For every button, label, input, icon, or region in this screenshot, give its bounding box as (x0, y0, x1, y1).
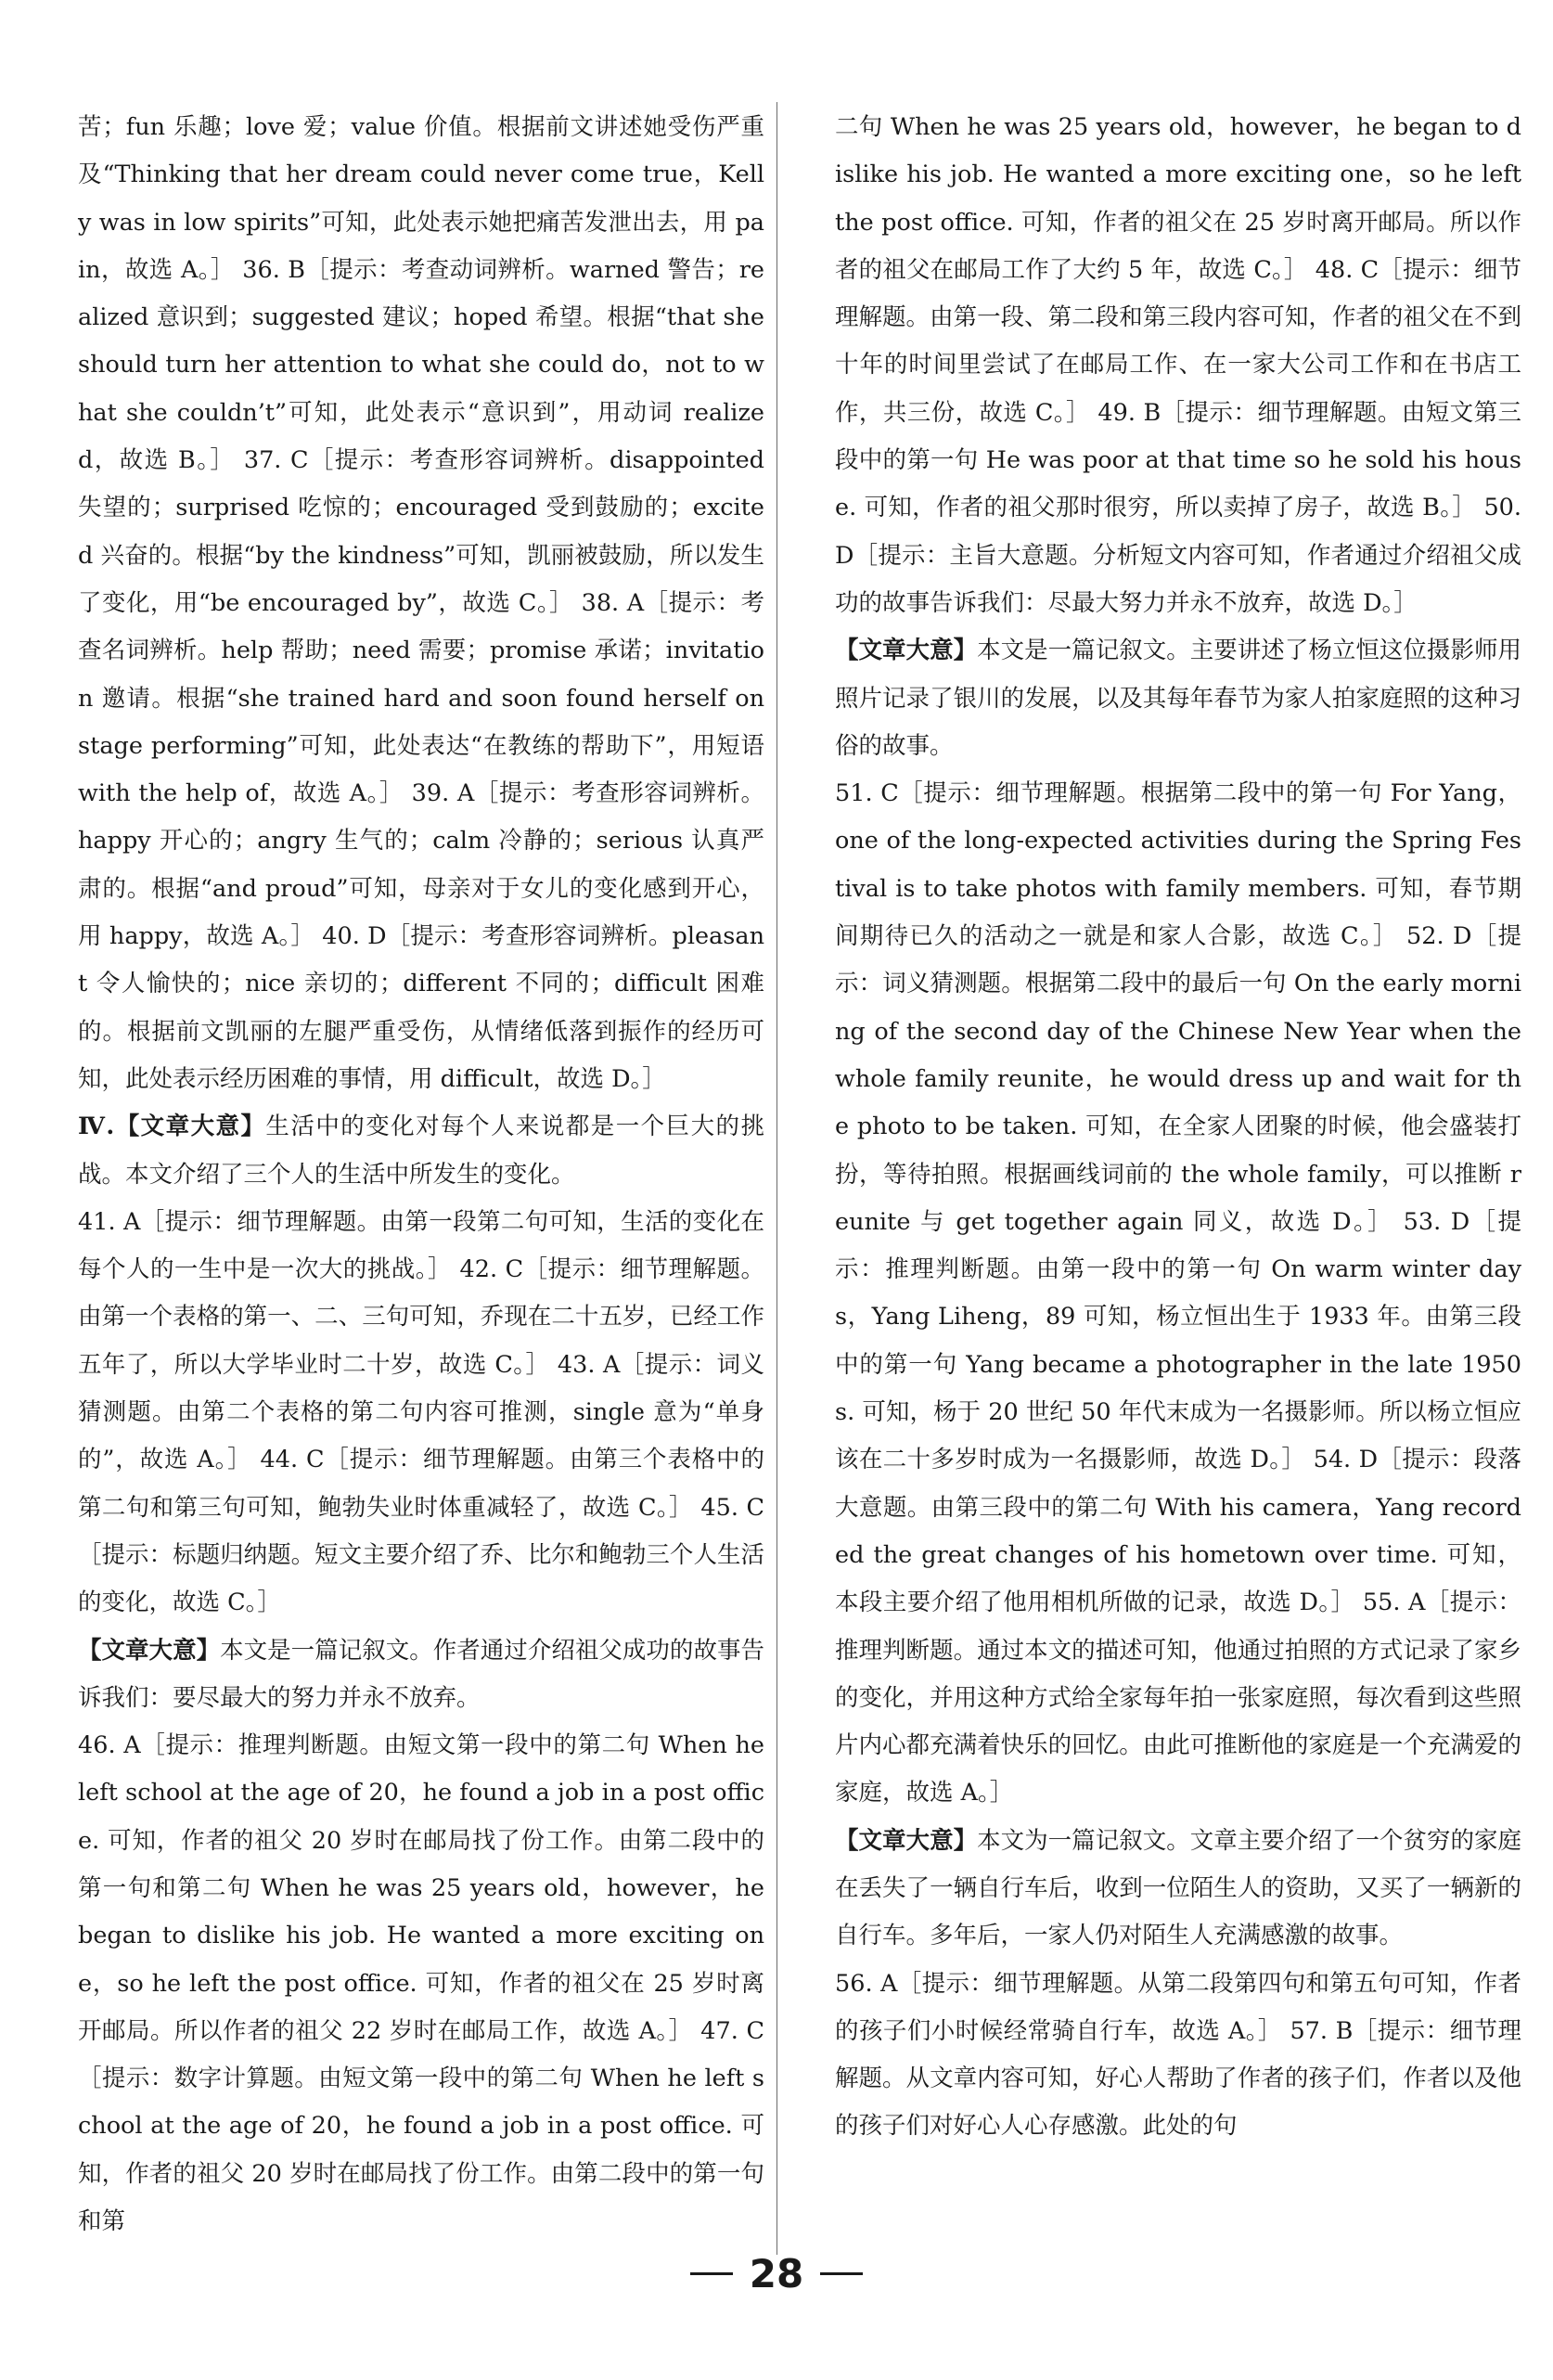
footer-dash-left (690, 2272, 733, 2275)
summary-tag: 【文章大意】 (78, 1636, 221, 1665)
page-footer (0, 2245, 1553, 2301)
answer-paragraph: 41. A［提示：细节理解题。由第一段第二句可知，生活的变化在每个人的一生中是一次大的挑战。］ 42. C［提示：细节理解题。由第一个表格的第一、二、三句可知，乔现在二十五岁，已经工作五年了，所以大学毕业时二十岁，故选 C。］ 43. A［提示：词义猜测题。由第二个表格的第二句内容可推测，single 意为“单身的”，故选 A。］ 44. C［提示：细节理解题。由第三个表格中的第二句和第三句可知，鲍勃失业时体重减轻了，故选 C。］ 45. C［提示：标题归纳题。短文主要介绍了乔、比尔和鲍勃三个人生活的变化，故选 C。］ (78, 1207, 764, 1617)
answer-paragraph: 56. A［提示：细节理解题。从第二段第四句和第五句可知，作者的孩子们小时候经常骑自行车，故选 A。］ 57. B［提示：细节理解题。从文章内容可知，好心人帮助了作者的孩子们，作者以及他的孩子们对好心人心存感激。此处的句 (835, 1969, 1521, 2141)
article-summary: 生活中的变化对每个人来说都是一个巨大的挑战。本文介绍了三个人的生活中所发生的变化。 (78, 1113, 764, 1189)
section-number: Ⅳ. (78, 1113, 115, 1141)
article-summary: 本文为一篇记叙文。文章主要介绍了一个贫穷的家庭在丢失了一辆自行车后，收到一位陌生人的资助，又买了一辆新的自行车。多年后，一家人仍对陌生人充满感激的故事。 (835, 1826, 1521, 1950)
right-column (835, 104, 1521, 2151)
article-summary: 本文是一篇记叙文。作者通过介绍祖父成功的故事告诉我们：要尽最大的努力并永不放弃。 (78, 1636, 764, 1712)
answer-paragraph: 51. C［提示：细节理解题。根据第二段中的第一句 For Yang，one of the long-expected activities during the Spring Festival is to take photos with family members. 可知，春节期间期待已久的活动之一就是和家人合影，故选 C。］ 52. D［提示：词义猜测题。根据第二段中的最后一句 On the early morning of the second day of the Chinese New Year when the whole family reunite，he would dress up and wait for the photo to be taken. 可知，在全家人团聚的时候，他会盛装打扮，等待拍照。根据画线词前的 the whole family，可以推断 reunite 与 get together again 同义，故选 D。］ 53. D［提示：推理判断题。由第一段中的第一句 On warm winter days，Yang Liheng，89 可知，杨立恒出生于 1933 年。由第三段中的第一句 Yang became a photographer in the late 1950s. 可知，杨于 20 世纪 50 年代末成为一名摄影师。所以杨立恒应该在二十多岁时成为一名摄影师，故选 D。］ 54. D［提示：段落大意题。由第三段中的第二句 With his camera，Yang recorded the great changes of his hometown over time. 可知，本段主要介绍了他用相机所做的记录，故选 D。］ 55. A［提示：推理判断题。通过本文的描述可知，他通过拍照的方式记录了家乡的变化，并用这种方式给全家每年拍一张家庭照，每次看到这些照片内心都充满着快乐的回忆。由此可推断他的家庭是一个充满爱的家庭，故选 A。］ (835, 779, 1521, 1808)
left-column (78, 104, 764, 2245)
section-header (835, 1818, 1521, 1961)
summary-tag: 【文章大意】 (835, 1826, 978, 1855)
summary-tag: 【文章大意】 (835, 637, 978, 665)
column-divider (776, 102, 777, 2255)
section-header (78, 1103, 764, 1199)
page-number: 28 (749, 2250, 804, 2296)
answer-paragraph: 苦；fun 乐趣；love 爱；value 价值。根据前文讲述她受伤严重及“Thinking that her dream could never come true，Kelly was in low spirits”可知，此处表示她把痛苦发泄出去，用 pain，故选 A。］ 36. B［提示：考查动词辨析。warned 警告；realized 意识到；suggested 建议；hoped 希望。根据“that she should turn her attention to what she could do，not to what she couldn’t”可知，此处表示“意识到”，用动词 realized，故选 B。］ 37. C［提示：考查形容词辨析。disappointed 失望的；surprised 吃惊的；encouraged 受到鼓励的；excited 兴奋的。根据“by the kindness”可知，凯丽被鼓励，所以发生了变化，用“be encouraged by”，故选 C。］ 38. A［提示：考查名词辨析。help 帮助；need 需要；promise 承诺；invitation 邀请。根据“she trained hard and soon found herself on stage performing”可知，此处表达“在教练的帮助下”，用短语 with the help of，故选 A。］ 39. A［提示：考查形容词辨析。happy 开心的；angry 生气的；calm 冷静的；serious 认真严肃的。根据“and proud”可知，母亲对于女儿的变化感到开心，用 happy，故选 A。］ 40. D［提示：考查形容词辨析。pleasant 令人愉快的；nice 亲切的；different 不同的；difficult 困难的。根据前文凯丽的左腿严重受伤，从情绪低落到振作的经历可知，此处表示经历困难的事情，用 difficult，故选 D。］ (78, 113, 764, 1093)
article-summary: 本文是一篇记叙文。主要讲述了杨立恒这位摄影师用照片记录了银川的发展，以及其每年春节为家人拍家庭照的这种习俗的故事。 (835, 637, 1521, 760)
footer-dash-right (820, 2272, 863, 2275)
summary-tag: 【文章大意】 (114, 1113, 266, 1141)
answer-paragraph: 二句 When he was 25 years old，however，he began to dislike his job. He wanted a more exciting one，so he left the post office. 可知，作者的祖父在 25 岁时离开邮局。所以作者的祖父在邮局工作了大约 5 年，故选 C。］ 48. C［提示：细节理解题。由第一段、第二段和第三段内容可知，作者的祖父在不到十年的时间里尝试了在邮局工作、在一家大公司工作和在书店工作，共三份，故选 C。］ 49. B［提示：细节理解题。由短文第三段中的第一句 He was poor at that time so he sold his house. 可知，作者的祖父那时很穷，所以卖掉了房子，故选 B。］ 50. D［提示：主旨大意题。分析短文内容可知，作者通过介绍祖父成功的故事告诉我们：尽最大努力并永不放弃，故选 D。］ (835, 113, 1521, 617)
answer-paragraph: 46. A［提示：推理判断题。由短文第一段中的第二句 When he left school at the age of 20，he found a job in a post office. 可知，作者的祖父 20 岁时在邮局找了份工作。由第二段中的第一句和第二句 When he was 25 years old，however，he began to dislike his job. He wanted a more exciting one，so he left the post office. 可知，作者的祖父在 25 岁时离开邮局。所以作者的祖父 22 岁时在邮局工作，故选 A。］ 47. C［提示：数字计算题。由短文第一段中的第二句 When he left school at the age of 20，he found a job in a post office. 可知，作者的祖父 20 岁时在邮局找了份工作。由第二段中的第一句和第 (78, 1731, 764, 2236)
section-header (78, 1627, 764, 1723)
section-header (835, 627, 1521, 770)
